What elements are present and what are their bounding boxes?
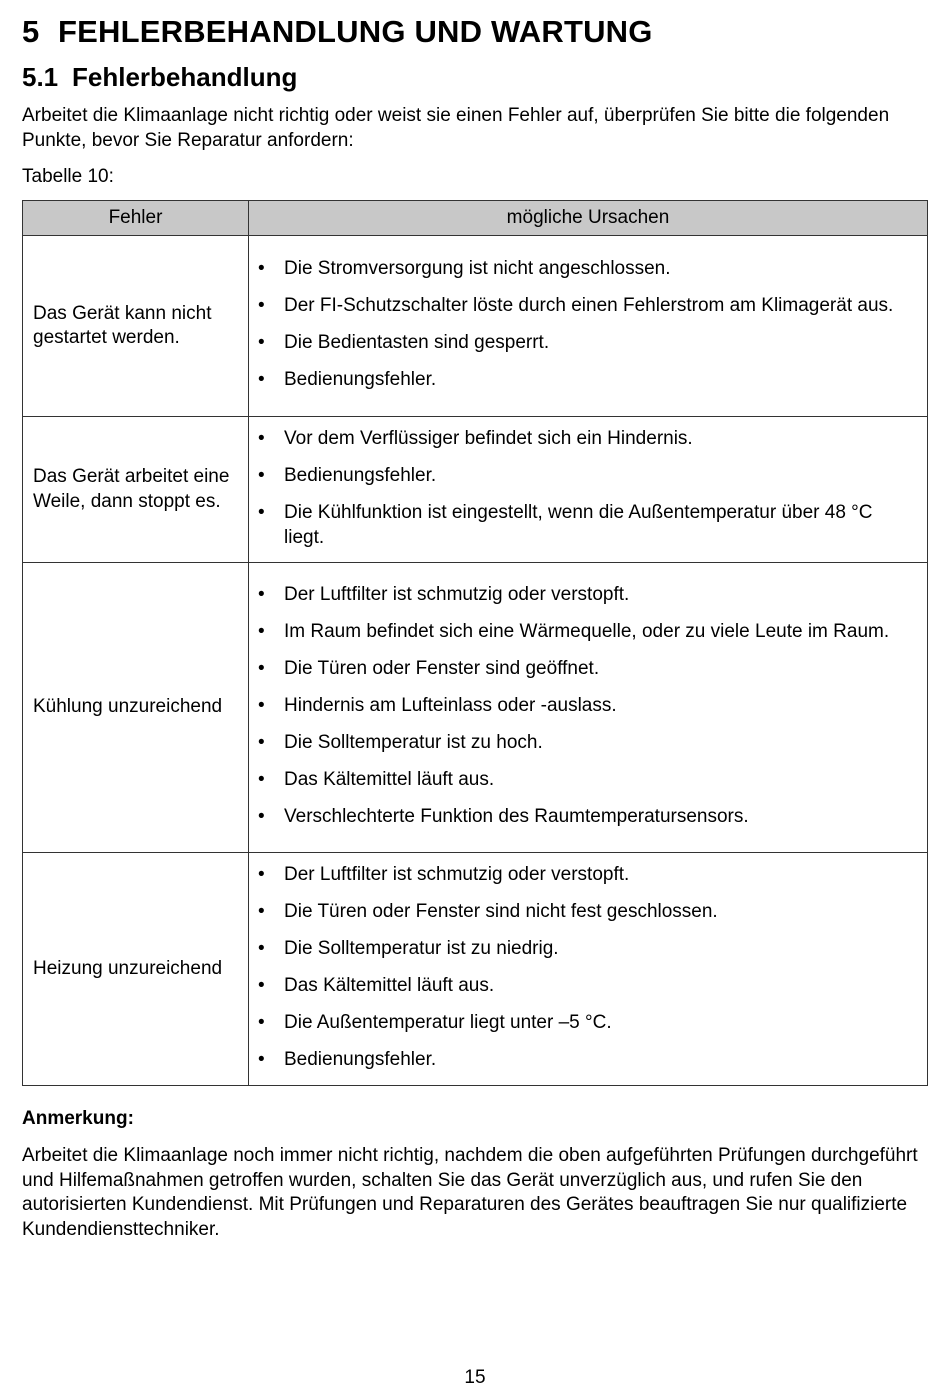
cause-item: • Vor dem Verflüssiger befindet sich ein Hindernis.	[257, 427, 917, 452]
table-header-row	[23, 201, 928, 236]
cause-item: • Das Kältemittel läuft aus.	[257, 974, 917, 999]
causes-cell	[249, 417, 928, 563]
cause-item: • Der Luftfilter ist schmutzig oder verstopft.	[257, 863, 917, 888]
causes-cell	[249, 236, 928, 417]
cause-item: • Bedienungsfehler.	[257, 1048, 917, 1073]
causes-cell	[249, 563, 928, 853]
table-row	[23, 853, 928, 1086]
section-title: Fehlerbehandlung	[72, 62, 298, 92]
note-text: Arbeitet die Klimaanlage noch immer nicht richtig, nachdem die oben aufgeführten Prüfungen durchgeführt und Hilfemaßnahmen getroffen wurden, schalten Sie das Gerät unverzüglich aus, und rufen Sie den autorisierten Kundendienst. Mit Prüfungen und Reparaturen des Gerätes beauftragen Sie nur qualifizierte Kundendiensttechniker.	[22, 1145, 918, 1240]
table-row	[23, 563, 928, 853]
cause-item: • Bedienungsfehler.	[257, 464, 917, 489]
cause-list	[257, 583, 917, 830]
cause-item: • Bedienungsfehler.	[257, 368, 917, 393]
cause-item: • Der Luftfilter ist schmutzig oder verstopft.	[257, 583, 917, 608]
cause-item: • Im Raum befindet sich eine Wärmequelle, oder zu viele Leute im Raum.	[257, 620, 917, 645]
cause-item: • Die Kühlfunktion ist eingestellt, wenn die Außentemperatur über 48 °C liegt.	[257, 501, 917, 550]
section-heading	[22, 62, 297, 93]
chapter-title: FEHLERBEHANDLUNG UND WARTUNG	[58, 14, 653, 49]
intro-paragraph: Arbeitet die Klimaanlage nicht richtig oder weist sie einen Fehler auf, überprüfen Sie bitte die folgenden Punkte, bevor Sie Reparatur anfordern:	[22, 105, 890, 151]
cause-item: • Die Solltemperatur ist zu niedrig.	[257, 937, 917, 962]
cause-item: • Die Außentemperatur liegt unter –5 °C.	[257, 1011, 917, 1036]
table-row	[23, 417, 928, 563]
fault-cell: Heizung unzureichend	[23, 853, 249, 1086]
cause-list	[257, 257, 917, 393]
table-caption: Tabelle 10:	[22, 166, 114, 187]
cause-item: • Verschlechterte Funktion des Raumtemperatursensors.	[257, 805, 917, 830]
causes-cell	[249, 853, 928, 1086]
troubleshooting-table	[22, 200, 928, 1086]
section-number: 5.1	[22, 62, 59, 92]
fault-cell: Das Gerät arbeitet eine Weile, dann stoppt es.	[23, 417, 249, 563]
cause-item: • Das Kältemittel läuft aus.	[257, 768, 917, 793]
page-number: 15	[464, 1367, 486, 1388]
column-header-fault: Fehler	[23, 201, 249, 236]
cause-item: • Hindernis am Lufteinlass oder -auslass.	[257, 694, 917, 719]
fault-cell: Kühlung unzureichend	[23, 563, 249, 853]
cause-item: • Der FI-Schutzschalter löste durch einen Fehlerstrom am Klimagerät aus.	[257, 294, 917, 319]
cause-item: • Die Türen oder Fenster sind nicht fest geschlossen.	[257, 900, 917, 925]
cause-list	[257, 863, 917, 1073]
fault-cell: Das Gerät kann nicht gestartet werden.	[23, 236, 249, 417]
chapter-number: 5	[22, 14, 40, 49]
cause-list	[257, 427, 917, 550]
chapter-heading	[22, 14, 653, 50]
note-title: Anmerkung:	[22, 1108, 134, 1129]
column-header-causes: mögliche Ursachen	[249, 201, 928, 236]
table-row	[23, 236, 928, 417]
cause-item: • Die Bedientasten sind gesperrt.	[257, 331, 917, 356]
cause-item: • Die Stromversorgung ist nicht angeschlossen.	[257, 257, 917, 282]
cause-item: • Die Solltemperatur ist zu hoch.	[257, 731, 917, 756]
cause-item: • Die Türen oder Fenster sind geöffnet.	[257, 657, 917, 682]
